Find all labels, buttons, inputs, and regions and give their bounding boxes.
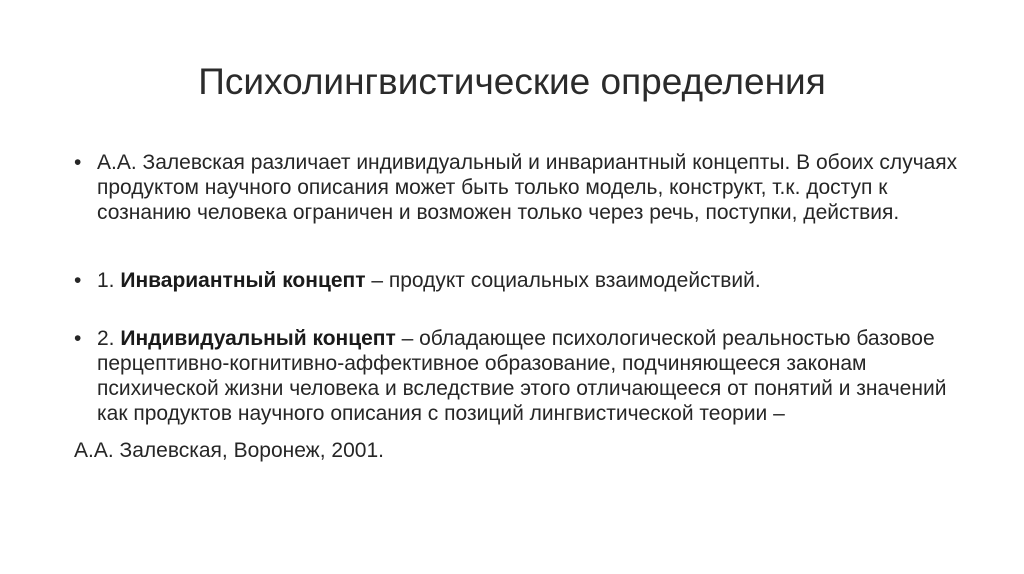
bullet-item-2 [74, 268, 974, 293]
bullet-item-1 [74, 150, 974, 225]
term-invariant-concept: Инвариантный концепт [120, 269, 366, 292]
slide-title: Психолингвистические определения [198, 61, 826, 102]
slide-content [74, 150, 974, 463]
bullet-icon: • [74, 269, 82, 292]
bullet-text: – обладающее психологической реальностью базовое перцептивно-когнитивно-аффективное образование, подчиняющееся законам психической жизни человека и вследствие этого отличающееся от понятий и значений как продуктов научного описания с позиций лингвистической теории – [97, 327, 947, 425]
bullet-item-3 [74, 326, 974, 426]
bullet-number: 2. [97, 327, 121, 350]
bullet-icon: • [74, 151, 82, 174]
bullet-number: 1. [97, 269, 121, 292]
source-citation: А.А. Залевская, Воронеж, 2001. [74, 439, 384, 462]
bullet-text: А.А. Залевская различает индивидуальный и инвариантный концепты. В обоих случаях продуктом научного описания может быть только модель, конструкт, т.к. доступ к сознанию человека ограничен и возможен только через речь, поступки, действия. [97, 151, 958, 224]
bullet-text: – продукт социальных взаимодействий. [365, 269, 761, 292]
bullet-icon: • [74, 327, 82, 350]
term-individual-concept: Индивидуальный концепт [120, 327, 396, 350]
